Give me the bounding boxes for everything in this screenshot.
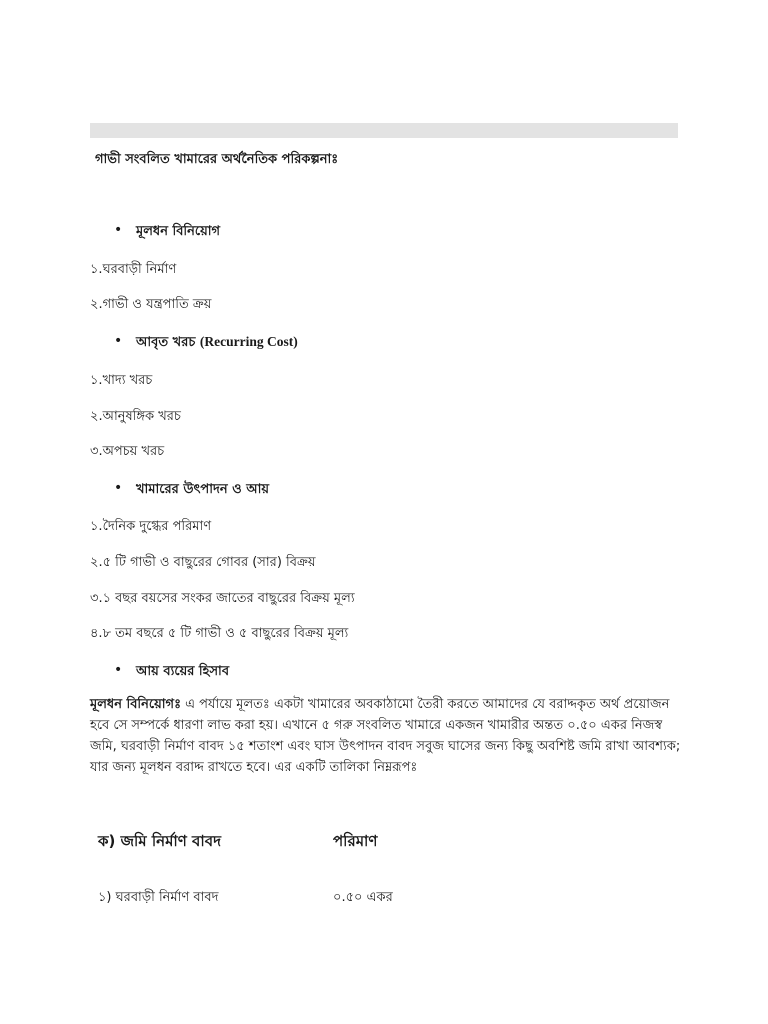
bullet-icon: • (114, 662, 123, 678)
section-heading-recurring-cost: • আবৃত খরচ (Recurring Cost) (114, 333, 298, 350)
list-item: ১.খাদ্য খরচ (90, 373, 153, 388)
section-heading-capital-investment: • মূলধন বিনিয়োগ (114, 222, 221, 239)
document-title: গাভী সংবলিত খামারের অর্থনৈতিক পরিকল্পনাঃ (95, 152, 339, 167)
paragraph-text: এ পর্যায়ে মূলতঃ একটা খামারের অবকাঠামো তৈরী করতে আমাদের যে বরাদ্দকৃত অর্থ প্রয়োজন হবে সে সম্পর্কে ধারণা লাভ করা হয়। এখানে ৫ গরু সংবলিত খামারে একজন খামারীর অন্তত ০.৫০ একর নিজস্ব জমি, ঘরবাড়ী নির্মাণ বাবদ ১৫ শতাংশ এবং ঘাস উৎপাদন বাবদ সবুজ ঘাসের জন্য কিছু অবশিষ্ট জমি রাখা আবশ্যক; যার জন্য মূলধন বরাদ্দ রাখতে হবে। এর একটি তালিকা নিম্নরূপঃ (90, 697, 681, 775)
table-cell-item: ১) ঘরবাড়ী নির্মাণ বাবদ (98, 890, 219, 905)
list-item: ২.গাভী ও যন্ত্রপাতি ক্রয় (90, 297, 212, 312)
bullet-icon: • (114, 333, 123, 349)
table-header-amount: পরিমাণ (333, 832, 378, 850)
list-item: ১.দৈনিক দুগ্ধের পরিমাণ (90, 519, 212, 534)
list-item: ১.ঘরবাড়ী নির্মাণ (90, 262, 177, 277)
table-header-item: ক) জমি নির্মাণ বাবদ (98, 832, 221, 850)
list-item: ৩.অপচয় খরচ (90, 444, 165, 459)
list-item: ২.৫ টি গাভী ও বাছুরের গোবর (সার) বিক্রয় (90, 555, 316, 570)
header-bar (90, 123, 678, 138)
bullet-icon: • (114, 222, 123, 238)
paragraph-lead: মূলধন বিনিয়োগঃ (90, 697, 182, 712)
section-heading-income-expense: • আয় ব্যয়ের হিসাব (114, 662, 230, 679)
list-item: ২.আনুষঙ্গিক খরচ (90, 409, 181, 424)
table-cell-amount: ০.৫০ একর (333, 890, 393, 905)
list-item: ৩.১ বছর বয়সের সংকর জাতের বাছুরের বিক্রয় মূল্য (90, 591, 355, 606)
section-heading-production-income: • খামারের উৎপাদন ও আয় (114, 480, 270, 497)
bullet-icon: • (114, 480, 123, 496)
list-item: ৪.৮ তম বছরে ৫ টি গাভী ও ৫ বাছুরের বিক্রয় মূল্য (90, 626, 349, 641)
body-paragraph (90, 694, 690, 778)
